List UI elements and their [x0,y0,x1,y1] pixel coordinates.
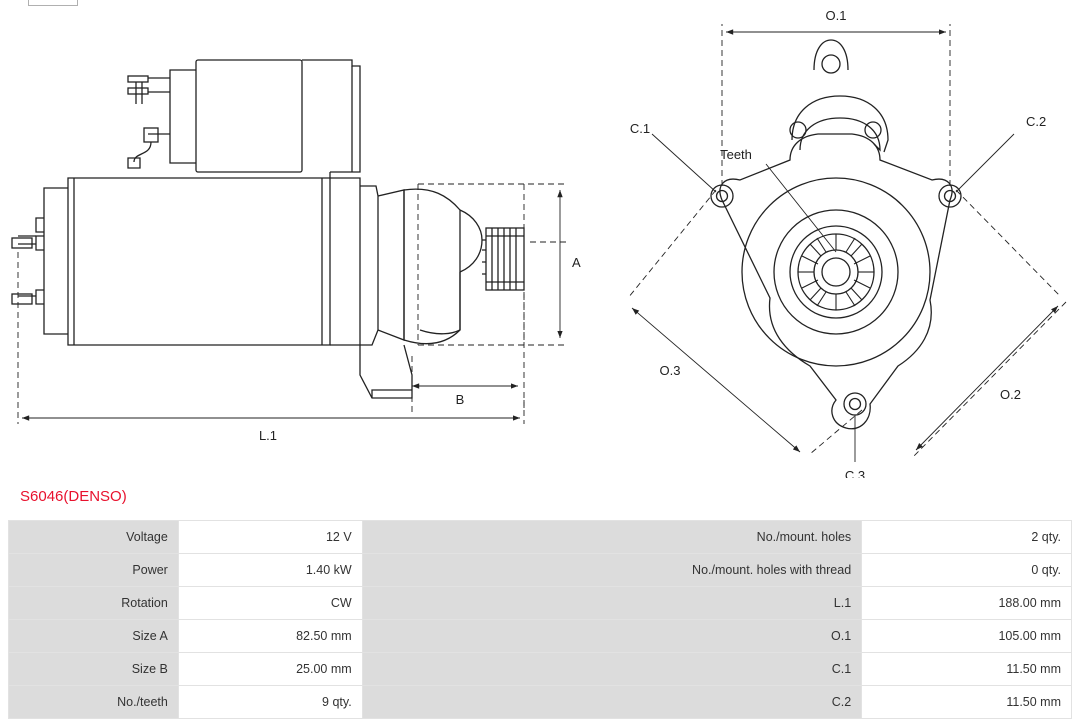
spec-value-2: 105.00 mm [862,620,1072,653]
spec-value: CW [178,587,362,620]
spec-value-2: 11.50 mm [862,653,1072,686]
table-row [9,554,1072,587]
front-view-dimension-labels [630,8,1046,478]
table-row [9,620,1072,653]
spec-value: 25.00 mm [178,653,362,686]
spec-value-2: 188.00 mm [862,587,1072,620]
spec-value-2: 2 qty. [862,521,1072,554]
spec-value: 9 qty. [178,686,362,719]
table-row [9,653,1072,686]
side-view-dimension-labels [259,255,581,443]
spec-value-2: 11.50 mm [862,686,1072,719]
label-teeth: Teeth [720,147,752,162]
spec-label-2: No./mount. holes with thread [362,554,862,587]
dim-C2-label: C.2 [1026,114,1047,129]
dim-O1-label: O.1 [825,8,847,23]
dim-L1-label: L.1 [258,428,278,443]
dim-O3-label: O.3 [659,363,681,378]
table-row [9,521,1072,554]
spec-label: Rotation [9,587,179,620]
dim-C1-label: C.1 [629,121,651,136]
page-title: S6046(DENSO) [20,488,127,505]
specification-table [8,520,1072,719]
side-view [12,60,524,398]
dim-A-label: A [572,255,581,270]
spec-label-2: O.1 [362,620,862,653]
spec-label-2: No./mount. holes [362,521,862,554]
spec-label-2: L.1 [362,587,862,620]
spec-value: 12 V [178,521,362,554]
spec-label-2: C.2 [362,686,862,719]
spec-value: 82.50 mm [178,620,362,653]
dim-C3-label: C.3 [844,468,866,478]
dim-O2-label: O.2 [1000,387,1021,402]
table-row [9,686,1072,719]
spec-label-2: C.1 [362,653,862,686]
spec-value: 1.40 kW [178,554,362,587]
front-view [711,40,961,429]
spec-label: Size A [9,620,179,653]
table-row [9,587,1072,620]
side-view-dimensions [18,184,566,424]
spec-value-2: 0 qty. [862,554,1072,587]
spec-label: Voltage [9,521,179,554]
dim-B-label: B [455,392,465,407]
spec-label: No./teeth [9,686,179,719]
spec-label: Power [9,554,179,587]
spec-label: Size B [9,653,179,686]
